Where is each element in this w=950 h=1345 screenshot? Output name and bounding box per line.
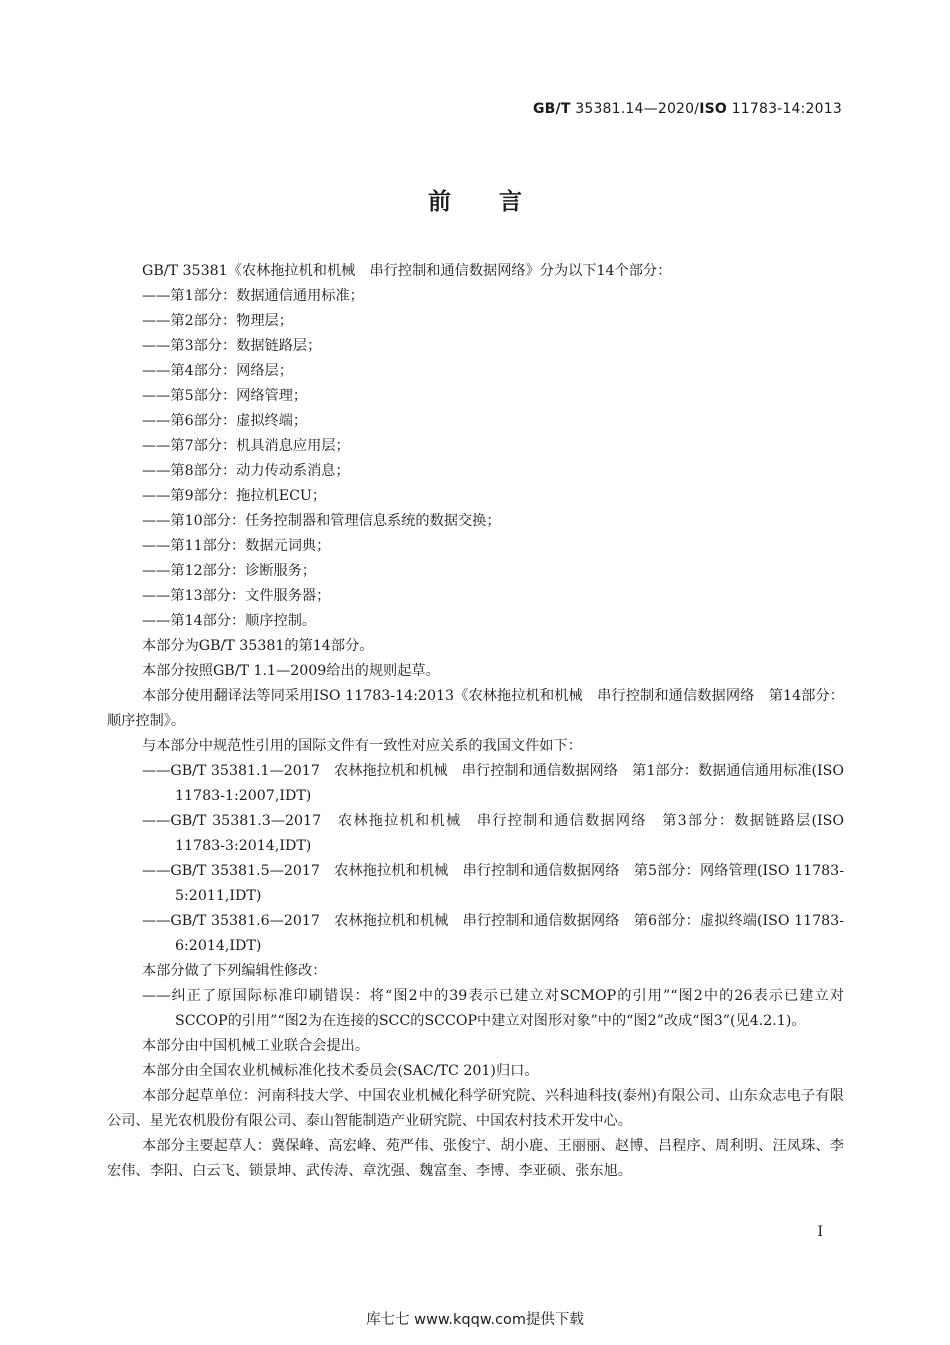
iso-prefix: ISO [699,101,727,117]
list-item: ——第4部分：网络层； [142,363,293,379]
paragraph: 本部分主要起草人：冀保峰、高宏峰、苑严伟、张俊宁、胡小鹿、王丽丽、赵博、吕程序、周利明、汪凤珠、李宏伟、李阳、白云飞、锁景坤、武传涛、章沈强、魏富奎、李博、李亚硕、张东旭。 [107,1138,844,1179]
page-number: I [817,1224,823,1240]
std-prefix: GB/T [532,101,571,117]
list-item: ——第11部分：数据元词典； [142,538,331,554]
list-item: ——第2部分：物理层； [142,313,293,329]
list-item: ——GB/T 35381.5—2017 农林拖拉机和机械 串行控制和通信数据网络 第5部分：网络管理(ISO 11783-5:2011,IDT) [142,863,844,904]
list-item: ——第13部分：文件服务器； [142,588,331,604]
list-item: ——第14部分：顺序控制。 [142,613,317,629]
paragraph: 本部分使用翻译法等同采用ISO 11783-14:2013《农林拖拉机和机械 串行控制和通信数据网络 第14部分：顺序控制》。 [107,688,844,729]
download-footer: 库七七 www.kqqw.com提供下载 [366,1312,584,1328]
paragraph: 本部分由中国机械工业联合会提出。 [142,1038,370,1054]
list-item: ——第8部分：动力传动系消息； [142,463,350,479]
list-item: ——GB/T 35381.1—2017 农林拖拉机和机械 串行控制和通信数据网络 第1部分：数据通信通用标准(ISO 11783-1:2007,IDT) [142,763,844,804]
list-item: ——第10部分：任务控制器和管理信息系统的数据交换； [142,513,501,529]
paragraph: 本部分按照GB/T 1.1—2009给出的规则起草。 [142,663,440,679]
std-number: 35381.14—2020/ [575,101,700,117]
paragraph: GB/T 35381《农林拖拉机和机械 串行控制和通信数据网络》分为以下14个部分： [142,263,672,279]
list-item: ——第6部分：虚拟终端； [142,413,308,429]
paragraph: 本部分做了下列编辑性修改： [142,963,327,979]
paragraph: 与本部分中规范性引用的国际文件有一致性对应关系的我国文件如下： [142,738,582,754]
paragraph: 本部分由全国农业机械标准化技术委员会(SAC/TC 201)归口。 [142,1063,539,1079]
list-item: ——第7部分：机具消息应用层； [142,438,350,454]
list-item: ——第9部分：拖拉机ECU； [142,488,327,504]
iso-number: 11783-14:2013 [731,101,842,117]
list-item: ——第3部分：数据链路层； [142,338,322,354]
list-item: ——第12部分：诊断服务； [142,563,317,579]
paragraph: 本部分为GB/T 35381的第14部分。 [142,638,374,654]
document-body [107,259,844,1184]
list-item: ——第5部分：网络管理； [142,388,308,404]
list-item: ——GB/T 35381.6—2017 农林拖拉机和机械 串行控制和通信数据网络 第6部分：虚拟终端(ISO 11783-6:2014,IDT) [142,913,844,954]
list-item: ——纠正了原国际标准印刷错误：将“图2中的39表示已建立对SCMOP的引用”“图2中的26表示已建立对SCCOP的引用”“图2为在连接的SCC的SCCOP中建立对图形对象”中的“图2”改成“图3”(见4.2.1)。 [142,988,844,1029]
list-item: ——第1部分：数据通信通用标准； [142,288,364,304]
paragraph: 本部分起草单位：河南科技大学、中国农业机械化科学研究院、兴科迪科技(泰州)有限公司、山东众志电子有限公司、星光农机股份有限公司、泰山智能制造产业研究院、中国农村技术开发中心。 [107,1088,844,1129]
standard-code [533,101,842,117]
list-item: ——GB/T 35381.3—2017 农林拖拉机和机械 串行控制和通信数据网络 第3部分：数据链路层(ISO 11783-3:2014,IDT) [142,813,844,854]
page-title: 前言 [428,189,570,215]
